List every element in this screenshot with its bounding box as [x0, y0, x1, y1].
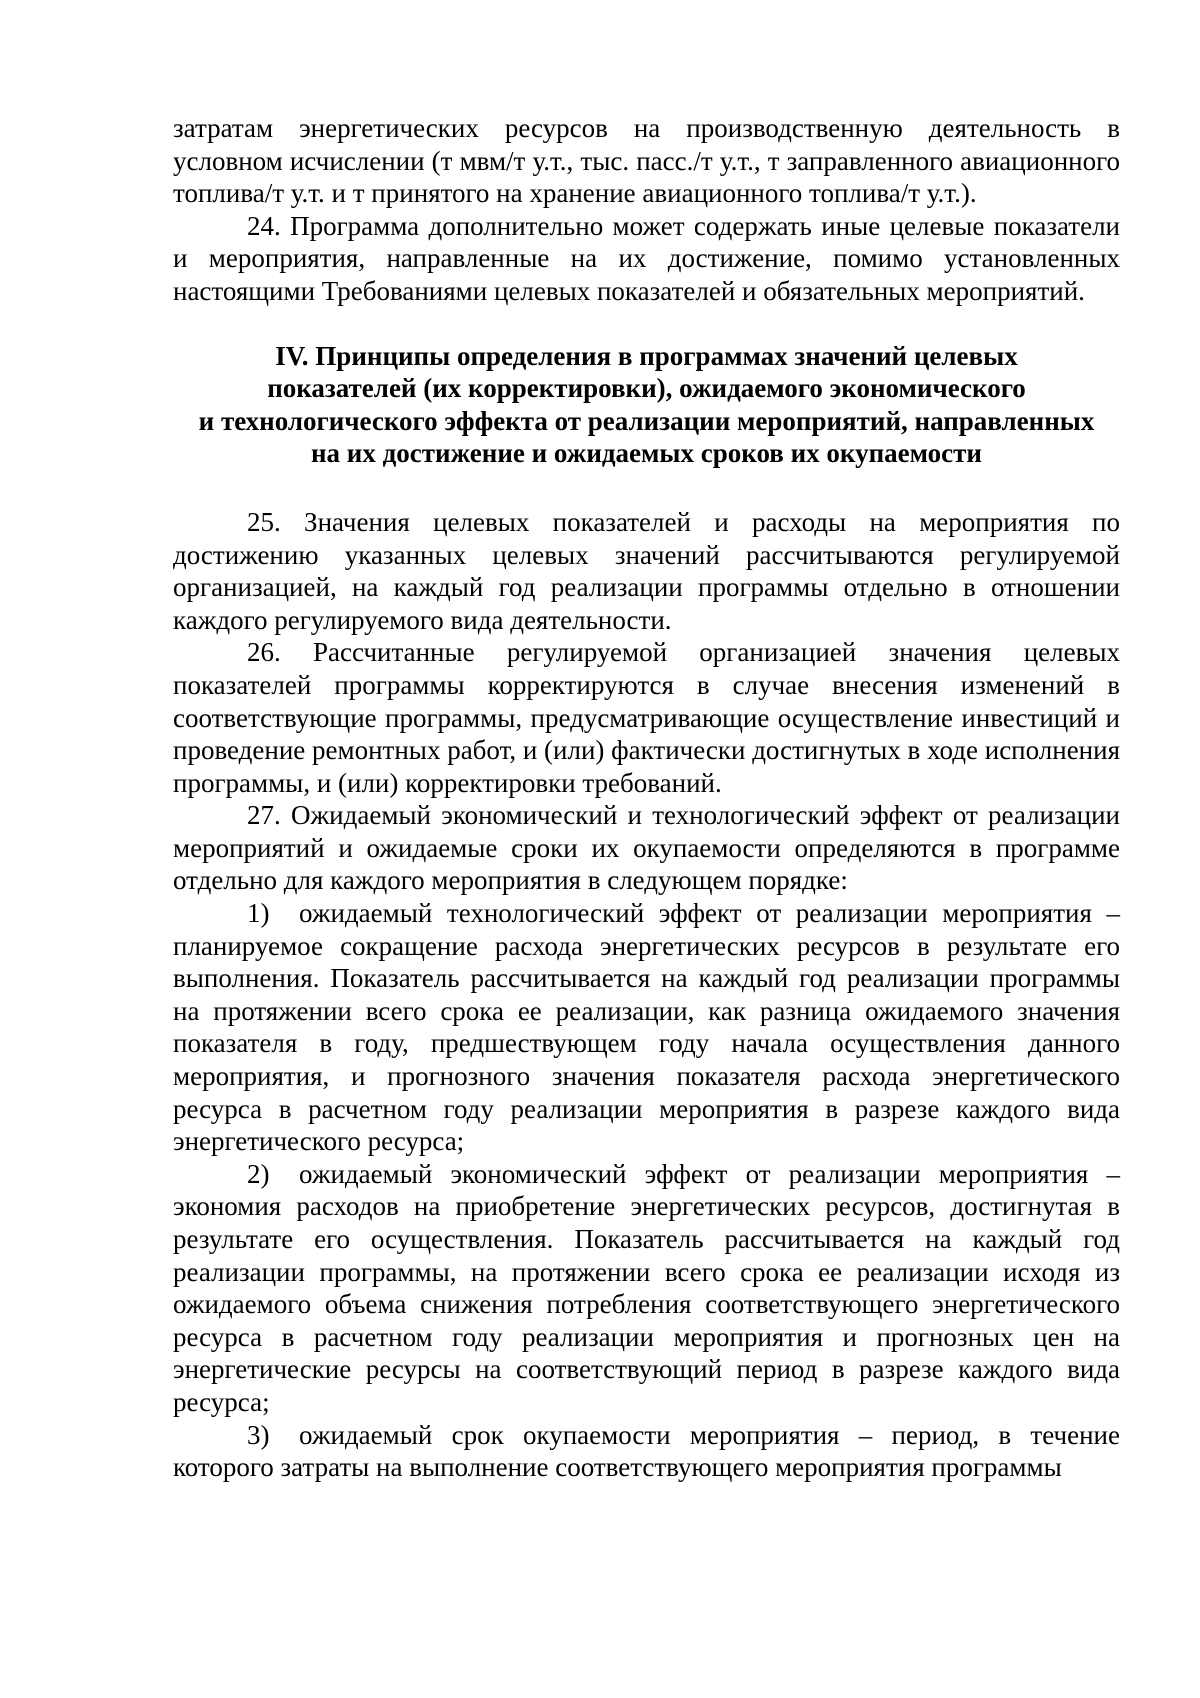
list-item-text: ожидаемый срок окупаемости мероприятия – период, в течение которого затраты на выполнение соответствующего мероприятия программы — [173, 1419, 1120, 1483]
section-heading-line: IV. Принципы определения в программах значений целевых — [275, 340, 1018, 371]
section-heading — [173, 340, 1120, 470]
list-item-number: 2) — [247, 1158, 270, 1189]
list-item — [173, 1158, 1120, 1419]
list-item-text: ожидаемый экономический эффект от реализации мероприятия – экономия расходов на приобретение энергетических ресурсов, достигнутая в результате его осуществления. Показатель рассчитывается на каждый год реализации программы, на протяжении всего срока ее реализации исходя из ожидаемого объема снижения потребления соответствующего энергетического ресурса в расчетном году реализации мероприятия и прогнозных цен на энергетические ресурсы на соответствующий период в разрезе каждого вида ресурса; — [173, 1158, 1120, 1417]
section-heading-line: показателей (их корректировки), ожидаемого экономического — [267, 373, 1026, 404]
document-page — [173, 112, 1120, 1484]
list-item-number: 1) — [247, 898, 270, 929]
section-heading-line: и технологического эффекта от реализации мероприятий, направленных — [198, 405, 1095, 436]
paragraph-26: 26. Рассчитанные регулируемой организацией значения целевых показателей программы корректируются в случае внесения изменений в соответствующие программы, предусматривающие осуществление инвестиций и проведение ремонтных работ, и (или) фактически достигнутых в ходе исполнения программы, и (или) корректировки требований. — [173, 637, 1120, 798]
paragraph-24: 24. Программа дополнительно может содержать иные целевые показатели и мероприятия, направленные на их достижение, помимо установленных настоящими Требованиями целевых показателей и обязательных мероприятий. — [173, 210, 1120, 306]
list-item-number: 3) — [247, 1419, 270, 1450]
list-item-text: ожидаемый технологический эффект от реализации мероприятия – планируемое сокращение расхода энергетических ресурсов в результате его выполнения. Показатель рассчитывается на каждый год реализации программы на протяжении всего срока ее реализации, как разница ожидаемого значения показателя в году, предшествующем году начала осуществления данного мероприятия, и прогнозного значения показателя расхода энергетического ресурса в расчетном году реализации мероприятия в разрезе каждого вида энергетического ресурса; — [173, 898, 1120, 1157]
section-heading-line: на их достижение и ожидаемых сроков их окупаемости — [311, 438, 982, 469]
list-item — [173, 897, 1120, 1158]
paragraph-25: 25. Значения целевых показателей и расходы на мероприятия по достижению указанных целевых значений рассчитываются регулируемой организацией, на каждый год реализации программы отдельно в отношении каждого регулируемого вида деятельности. — [173, 506, 1120, 635]
continuation-paragraph: затратам энергетических ресурсов на производственную деятельность в условном исчислении (т мвм/т у.т., тыс. пасс./т у.т., т заправленного авиационного топлива/т у.т. и т принятого на хранение авиационного топлива/т у.т.). — [173, 113, 1120, 209]
paragraph-27: 27. Ожидаемый экономический и технологический эффект от реализации мероприятий и ожидаемые сроки их окупаемости определяются в программе отдельно для каждого мероприятия в следующем порядке: — [173, 800, 1120, 896]
list-item — [173, 1419, 1120, 1484]
